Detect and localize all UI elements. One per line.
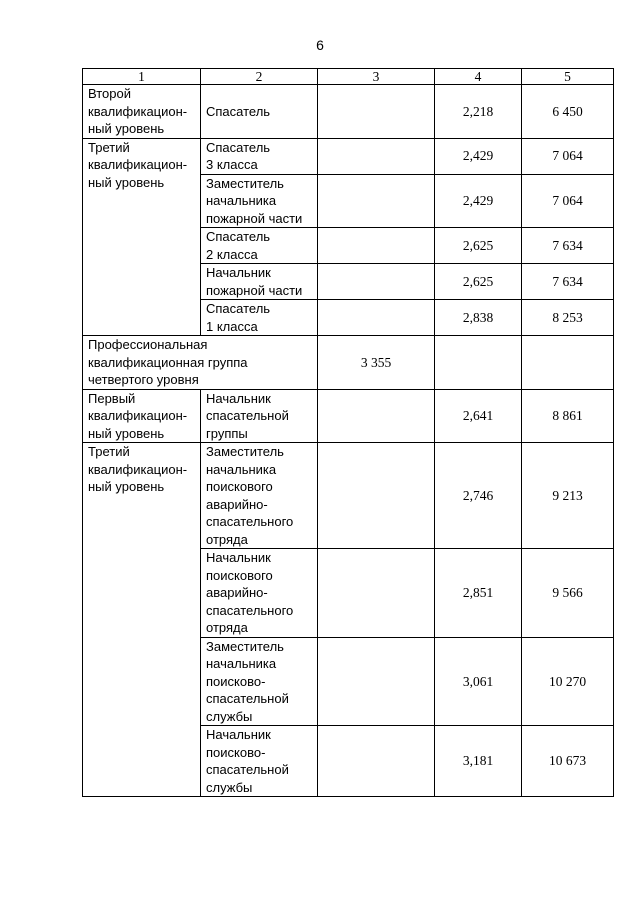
- coefficient: 2,429: [435, 138, 522, 174]
- position-name: Начальник поискового аварийно- спасательного отряда: [201, 549, 318, 638]
- empty-cell: [318, 549, 435, 638]
- coefficient: 2,429: [435, 174, 522, 228]
- group-title: Профессиональная квалификационная группа четвертого уровня: [83, 336, 318, 390]
- coefficient: 2,641: [435, 389, 522, 443]
- column-header-1: 1: [83, 69, 201, 85]
- coefficient: 2,851: [435, 549, 522, 638]
- empty-cell: [318, 174, 435, 228]
- table-row: [83, 138, 614, 174]
- coefficient: 2,218: [435, 85, 522, 139]
- salary: 9 213: [522, 443, 614, 549]
- position-name: Спасатель 3 класса: [201, 138, 318, 174]
- empty-cell: [435, 336, 522, 390]
- salary: 8 253: [522, 300, 614, 336]
- salary: 6 450: [522, 85, 614, 139]
- position-name: Заместитель начальника пожарной части: [201, 174, 318, 228]
- position-name: Начальник пожарной части: [201, 264, 318, 300]
- position-name: Начальник поисково- спасательной службы: [201, 726, 318, 797]
- salary: 7 064: [522, 138, 614, 174]
- position-name: Начальник спасательной группы: [201, 389, 318, 443]
- position-name: Заместитель начальника поисково- спасательной службы: [201, 637, 318, 726]
- salary: 10 673: [522, 726, 614, 797]
- empty-cell: [318, 264, 435, 300]
- page-number: 6: [316, 37, 324, 53]
- salary-table: [82, 68, 614, 797]
- qualification-level: Третий квалификацион- ный уровень: [83, 443, 201, 797]
- coefficient: 3,061: [435, 637, 522, 726]
- column-header-5: 5: [522, 69, 614, 85]
- table-row: [83, 443, 614, 549]
- coefficient: 2,746: [435, 443, 522, 549]
- coefficient: 2,625: [435, 264, 522, 300]
- salary: 8 861: [522, 389, 614, 443]
- position-name: Спасатель: [201, 85, 318, 139]
- table-row: [83, 389, 614, 443]
- coefficient: 2,838: [435, 300, 522, 336]
- salary: 7 634: [522, 264, 614, 300]
- empty-cell: [318, 389, 435, 443]
- salary: 9 566: [522, 549, 614, 638]
- position-name: Спасатель 1 класса: [201, 300, 318, 336]
- qualification-level: Третий квалификацион- ный уровень: [83, 138, 201, 336]
- empty-cell: [318, 300, 435, 336]
- table-header-row: [83, 69, 614, 85]
- group-row: [83, 336, 614, 390]
- salary: 7 064: [522, 174, 614, 228]
- salary: 7 634: [522, 228, 614, 264]
- position-name: Заместитель начальника поискового аварийно- спасательного отряда: [201, 443, 318, 549]
- coefficient: 2,625: [435, 228, 522, 264]
- salary: 10 270: [522, 637, 614, 726]
- base-salary: 3 355: [318, 336, 435, 390]
- qualification-level: Второй квалификацион- ный уровень: [83, 85, 201, 139]
- empty-cell: [318, 637, 435, 726]
- empty-cell: [318, 138, 435, 174]
- qualification-level: Первый квалификацион- ный уровень: [83, 389, 201, 443]
- empty-cell: [318, 726, 435, 797]
- empty-cell: [522, 336, 614, 390]
- empty-cell: [318, 228, 435, 264]
- empty-cell: [318, 85, 435, 139]
- column-header-4: 4: [435, 69, 522, 85]
- position-name: Спасатель 2 класса: [201, 228, 318, 264]
- column-header-2: 2: [201, 69, 318, 85]
- column-header-3: 3: [318, 69, 435, 85]
- coefficient: 3,181: [435, 726, 522, 797]
- table-row: [83, 85, 614, 139]
- empty-cell: [318, 443, 435, 549]
